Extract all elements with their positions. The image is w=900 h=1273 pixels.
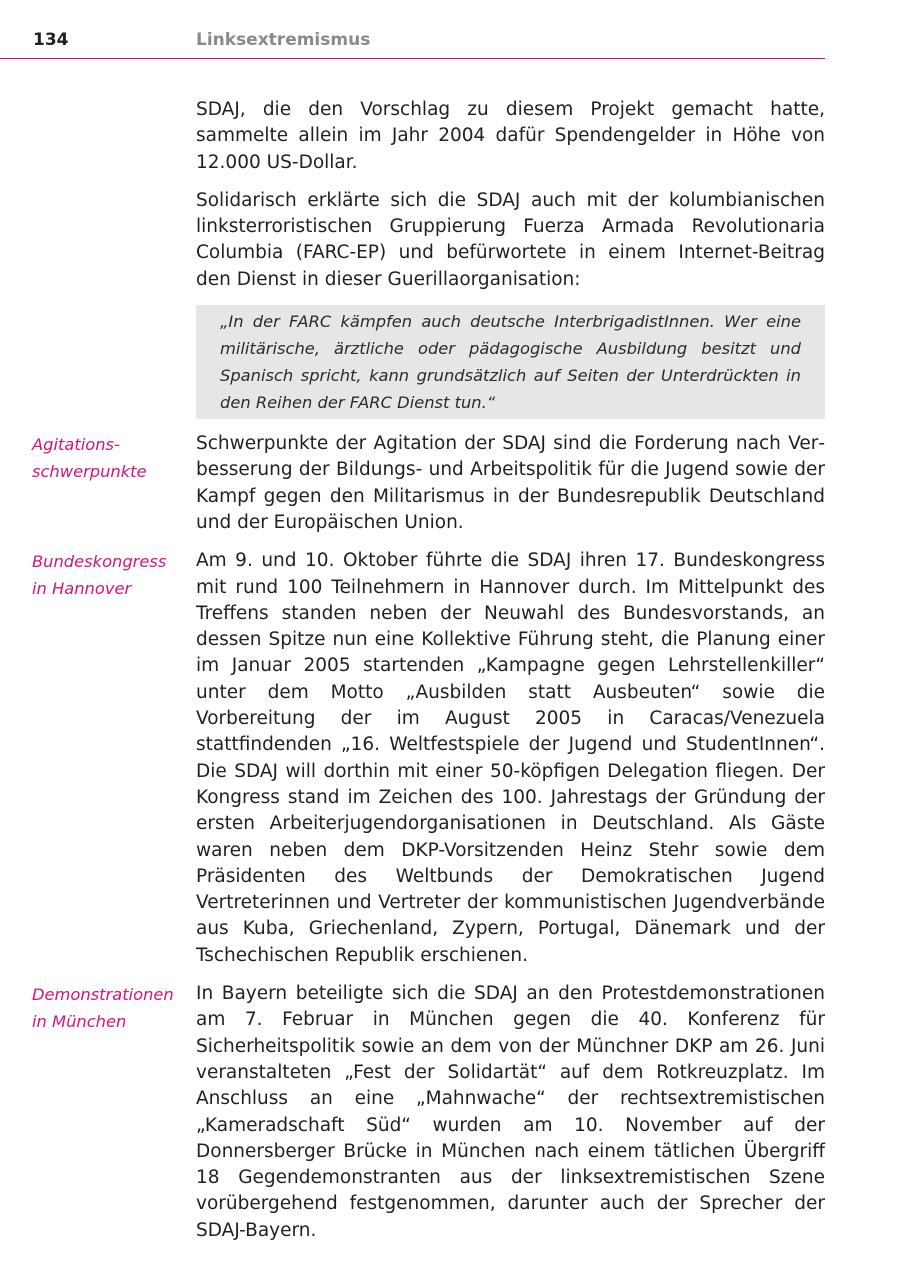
paragraph-agitation: Schwerpunkte der Agitation der SDAJ sind die Forderung nach Verbesserung der Bildungs- und Arbeitspolitik für die Jugend sowie der Kampf gegen den Militarismus in der Bundesrepublik Deutschland und der Europäischen Union. xyxy=(196,433,825,533)
running-title: Linksextremismus xyxy=(196,30,371,50)
section-demonstrationen xyxy=(32,981,825,1244)
margin-note-line: Agitations- xyxy=(32,435,120,455)
main-text-column xyxy=(32,97,825,1256)
paragraph-farc-solidarity: Solidarisch erklärte sich die SDAJ auch mit der kolumbianischen linksterroristischen Gruppierung Fuerza Armada Revolutionaria Columbia (FARC-EP) und befürwortete in einem Internet-Beitrag den Dienst in dieser Guerillaorganisation: xyxy=(196,189,825,290)
paragraph-demonstrationen: In Bayern beteiligte sich die SDAJ an den Protestdemonstrationen am 7. Februar in München gegen die 40. Konferenz für Sicherheitspolitik sowie an dem von der Münchner DKP am 26. Juni veranstalteten „Fest der Solidartät“ auf dem Rotkreuzplatz. Im Anschluss an eine „Mahnwache“ der rechtsextremistischen „Kameradschaft Süd“ wurden am 10. November auf der Donnersberger Brücke in München nach einem tätlichen Übergriff 18 Gegendemonstranten aus der linksextremistischen Szene vorübergehend festgenommen, darunter auch der Sprecher der SDAJ-Bayern. xyxy=(196,983,825,1241)
section-agitation xyxy=(32,431,825,536)
section-bundeskongress xyxy=(32,548,825,969)
margin-note-line: Bundeskongress xyxy=(32,552,167,572)
margin-note-line: Demonstrationen xyxy=(32,985,174,1005)
quote-block xyxy=(196,305,825,419)
margin-note-line: in München xyxy=(32,1012,127,1032)
quote-text: „In der FARC kämpfen auch deutsche InterbrigadistInnen. Wer eine militärische, ärztliche oder pädagogische Ausbildung besitzt und Spanisch spricht, kann grundsätzlich auf Seiten der Unterdrückten in den Reihen der FARC Dienst tun.“ xyxy=(220,312,801,413)
page-header xyxy=(0,26,825,59)
margin-note-bundeskongress xyxy=(32,548,192,602)
paragraph-bundeskongress: Am 9. und 10. Oktober führte die SDAJ ihren 17. Bundeskongress mit rund 100 Teilnehmern in Hannover durch. Im Mittelpunkt des Treffens standen neben der Neuwahl des Bundesvorstands, an dessen Spitze nun eine Kollektive Führung steht, die Planung einer im Januar 2005 startenden „Kampagne gegen Lehrstellenkiller“ unter dem Motto „Ausbilden statt Ausbeuten“ sowie die Vorbereitung der im August 2005 in Caracas/Venezuela stattfindenden „16. Weltfestspiele der Jugend und StudentInnen“. Die SDAJ will dorthin mit einer 50-köpfigen Delegation fliegen. Der Kongress stand im Zeichen des 100. Jahrestags der Gründung der ersten Arbeiterjugendorganisationen in Deutschland. Als Gäste waren neben dem DKP-Vorsitzenden Heinz Stehr sowie dem Präsidenten des Weltbunds der Demokratischen Jugend Vertreterinnen und Vertreter der kommunistischen Jugendverbände aus Kuba, Griechenland, Zypern, Portugal, Dänemark und der Tschechischen Republik erschienen. xyxy=(196,550,825,966)
margin-note-demonstrationen xyxy=(32,981,192,1035)
margin-note-line: in Hannover xyxy=(32,579,132,599)
paragraph-sdaj-donations: SDAJ, die den Vorschlag zu diesem Projekt gemacht hatte, sammelte allein im Jahr 2004 dafür Spendengelder in Höhe von 12.000 US-Dollar. xyxy=(196,99,825,173)
margin-note-line: schwerpunkte xyxy=(32,462,147,482)
margin-note-agitation xyxy=(32,431,192,485)
page-number: 134 xyxy=(33,30,69,50)
